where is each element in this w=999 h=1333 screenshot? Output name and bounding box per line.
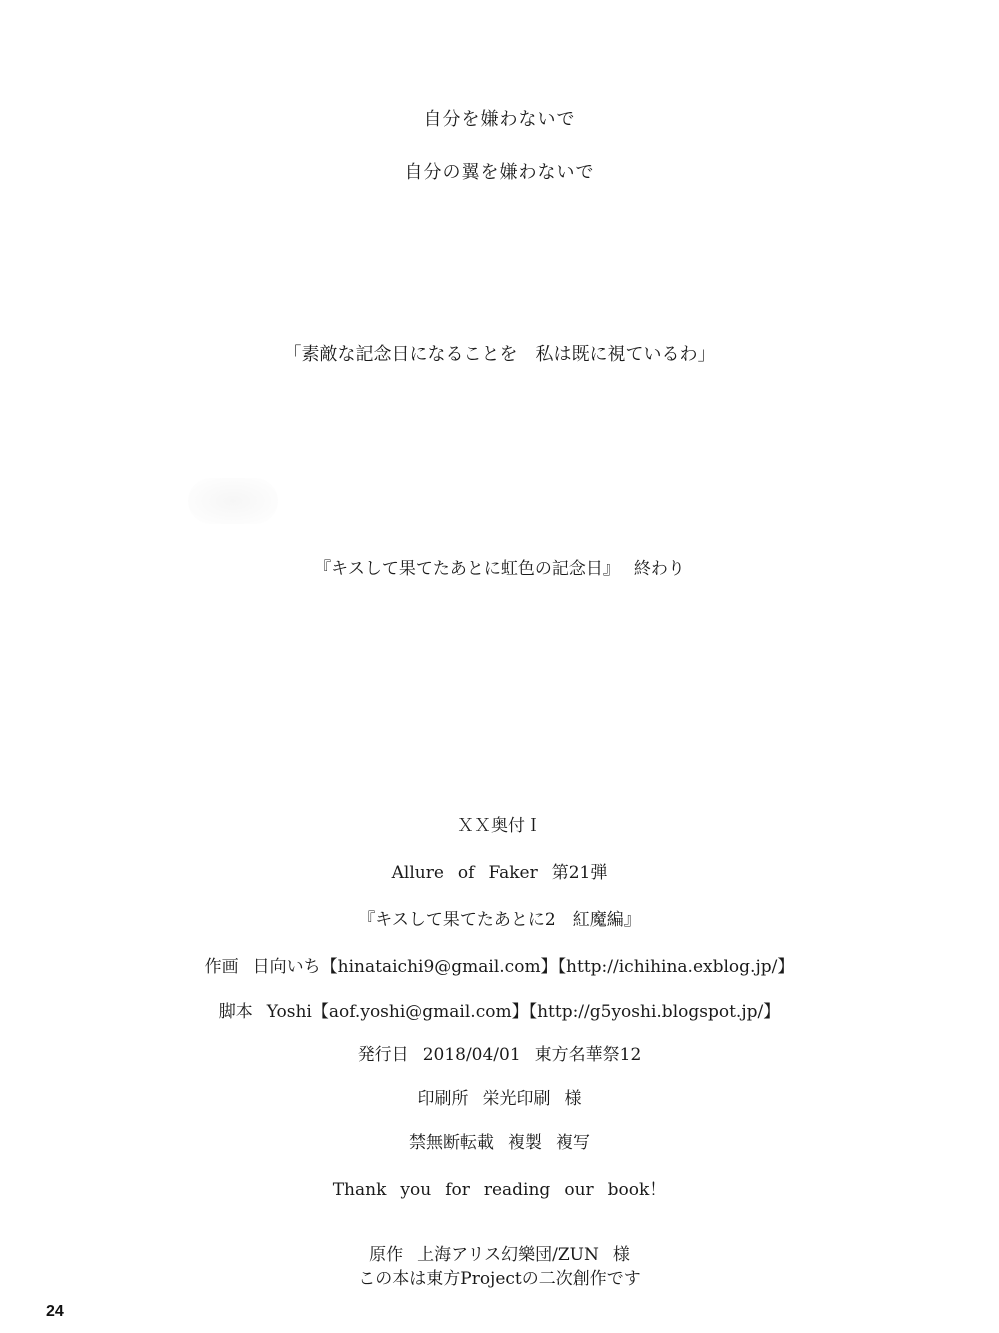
paper-smudge xyxy=(188,478,278,524)
copyright-line xyxy=(0,1131,999,1155)
thanks-word-6: book！ xyxy=(607,1180,667,1200)
fanwork-note: この本は東方Projectの二次創作です xyxy=(358,1269,641,1289)
book-title-line: 『キスして果てたあとに2 紅魔編』 xyxy=(358,910,641,930)
thanks-word-4: reading xyxy=(483,1180,551,1200)
thanks-word-5: our xyxy=(564,1180,594,1200)
script-email: 【aof.yoshi@gmail.com】 xyxy=(311,1002,529,1022)
art-credit-line xyxy=(0,955,999,979)
art-url: 【http://ichihina.exblog.jp/】 xyxy=(557,957,795,977)
story-end-mark: 終わり xyxy=(633,559,685,579)
series-line xyxy=(0,861,999,885)
script-url: 【http://g5yoshi.blogspot.jp/】 xyxy=(528,1002,781,1022)
art-name: 日向いち xyxy=(252,957,321,977)
poem-line-2: 自分の翼を嫌わないで xyxy=(404,162,595,183)
copyright-word-2: 複製 xyxy=(508,1133,542,1153)
series-word-1: Allure xyxy=(391,863,444,883)
copyright-word-1: 禁無断転載 xyxy=(409,1133,494,1153)
series-word-2: of xyxy=(457,863,475,883)
quote-line: 「素敵な記念日になることを 私は既に視ているわ」 xyxy=(283,344,716,365)
thanks-line xyxy=(0,1178,999,1202)
original-name: 上海アリス幻樂団/ZUN xyxy=(417,1245,599,1265)
printer-name: 栄光印刷 xyxy=(482,1089,551,1109)
story-title: 『キスして果てたあとに虹色の記念日』 xyxy=(314,559,620,579)
publish-date: 2018/04/01 xyxy=(422,1045,521,1065)
publish-label: 発行日 xyxy=(357,1045,409,1065)
copyright-word-3: 複写 xyxy=(556,1133,590,1153)
colophon-heading: ＸＸ奥付Ｉ xyxy=(457,816,542,836)
original-honorific: 様 xyxy=(612,1245,630,1265)
series-volume: 第21弾 xyxy=(551,863,608,883)
thanks-word-2: you xyxy=(400,1180,432,1200)
printer-line xyxy=(0,1087,999,1111)
printer-honorific: 様 xyxy=(564,1089,582,1109)
page-number: 24 xyxy=(46,1303,64,1320)
series-word-3: Faker xyxy=(488,863,538,883)
script-name: Yoshi xyxy=(266,1002,312,1022)
thanks-word-1: Thank xyxy=(332,1180,387,1200)
publish-line xyxy=(0,1043,999,1067)
script-credit-line xyxy=(0,1000,999,1024)
art-email: 【hinataichi9@gmail.com】 xyxy=(320,957,558,977)
story-end-line xyxy=(0,557,999,581)
thanks-word-3: for xyxy=(445,1180,470,1200)
poem-line-1: 自分を嫌わないで xyxy=(423,109,576,130)
script-label: 脚本 xyxy=(218,1002,253,1022)
publish-event: 東方名華祭12 xyxy=(534,1045,642,1065)
printer-label: 印刷所 xyxy=(417,1089,469,1109)
original-work-line xyxy=(0,1243,999,1267)
original-label: 原作 xyxy=(369,1245,404,1265)
art-label: 作画 xyxy=(204,957,239,977)
